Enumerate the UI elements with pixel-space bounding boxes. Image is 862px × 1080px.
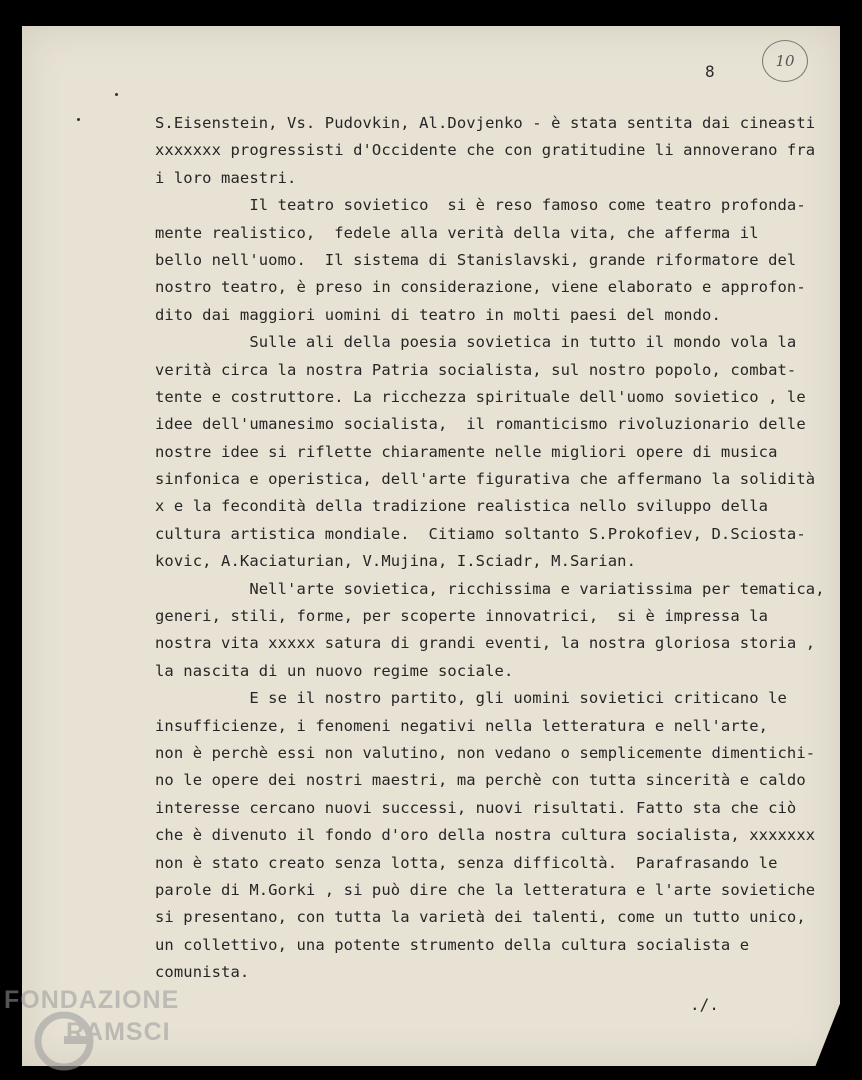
text-line: non è stato creato senza lotta, senza difficoltà. Parafrasando le (155, 853, 778, 872)
text-line: un collettivo, una potente strumento della cultura socialista e (155, 935, 750, 954)
text-line: Sulle ali della poesia sovietica in tutto il mondo vola la (155, 333, 797, 352)
text-line: S.Eisenstein, Vs. Pudovkin, Al.Dovjenko - è stata sentita dai cineasti (155, 114, 816, 132)
text-line: bello nell'uomo. Il sistema di Stanislavski, grande riformatore del (155, 250, 797, 269)
text-line: dito dai maggiori uomini di teatro in molti paesi del mondo. (155, 305, 721, 324)
text-line: parole di M.Gorki , si può dire che la letteratura e l'arte sovietiche (155, 880, 816, 899)
watermark-line1: FONDAZIONE (4, 986, 180, 1014)
text-line: nostre idee si riflette chiaramente nelle migliori opere di musica (155, 442, 778, 461)
text-line: interesse cercano nuovi successi, nuovi risultati. Fatto sta che ciò (155, 798, 797, 817)
text-line: la nascita di un nuovo regime sociale. (155, 661, 514, 680)
text-line: x e la fecondità della tradizione realistica nello sviluppo della (155, 497, 769, 516)
page-number: 8 (705, 62, 715, 81)
archive-folio-mark: 10 (762, 40, 808, 82)
text-line: insufficienze, i fenomeni negativi nella letteratura e nell'arte, (155, 716, 769, 735)
watermark-line2: RAMSCI (66, 1018, 171, 1046)
text-line: Il teatro sovietico si è reso famoso come teatro profonda- (155, 196, 806, 215)
text-line: verità circa la nostra Patria socialista, sul nostro popolo, combat- (155, 360, 797, 379)
text-line: no le opere dei nostri maestri, ma perchè con tutta sincerità e caldo (155, 771, 806, 790)
text-line: sinfonica e operistica, dell'arte figurativa che affermano la solidità (155, 470, 816, 489)
text-line: idee dell'umanesimo socialista, il romanticismo rivoluzionario delle (155, 415, 806, 434)
text-line: che è divenuto il fondo d'oro della nostra cultura socialista, xxxxxxx (155, 826, 816, 845)
ink-speck (77, 118, 80, 121)
text-line: comunista. (155, 963, 250, 982)
text-line: tente e costruttore. La ricchezza spirituale dell'uomo sovietico , le (155, 387, 806, 406)
text-line: i loro maestri. (155, 168, 297, 187)
page-end-mark: ./. (690, 995, 719, 1014)
document-body (155, 110, 845, 987)
text-line: generi, stili, forme, per scoperte innovatrici, si è impressa la (155, 607, 769, 626)
text-line: nostra vita xxxxx satura di grandi eventi, la nostra gloriosa storia , (155, 634, 816, 653)
text-line: E se il nostro partito, gli uomini sovietici criticano le (155, 689, 787, 708)
text-line: mente realistico, fedele alla verità della vita, che afferma il (155, 223, 759, 242)
fondazione-gramsci-watermark (4, 986, 214, 1076)
text-line: Nell'arte sovietica, ricchissima e variatissima per tematica, (155, 579, 825, 598)
text-line: non è perchè essi non valutino, non vedano o semplicemente dimentichi- (155, 743, 816, 762)
text-line: xxxxxxx progressisti d'Occidente che con gratitudine li annoverano fra (155, 141, 816, 160)
text-line: cultura artistica mondiale. Citiamo soltanto S.Prokofiev, D.Sciosta- (155, 524, 806, 543)
text-line: si presentano, con tutta la varietà dei talenti, come un tutto unico, (155, 908, 806, 927)
text-line: kovic, A.Kaciaturian, V.Mujina, I.Sciadr, M.Sarian. (155, 552, 637, 571)
text-line: nostro teatro, è preso in considerazione, viene elaborato e approfon- (155, 278, 806, 297)
ink-speck (115, 93, 118, 96)
